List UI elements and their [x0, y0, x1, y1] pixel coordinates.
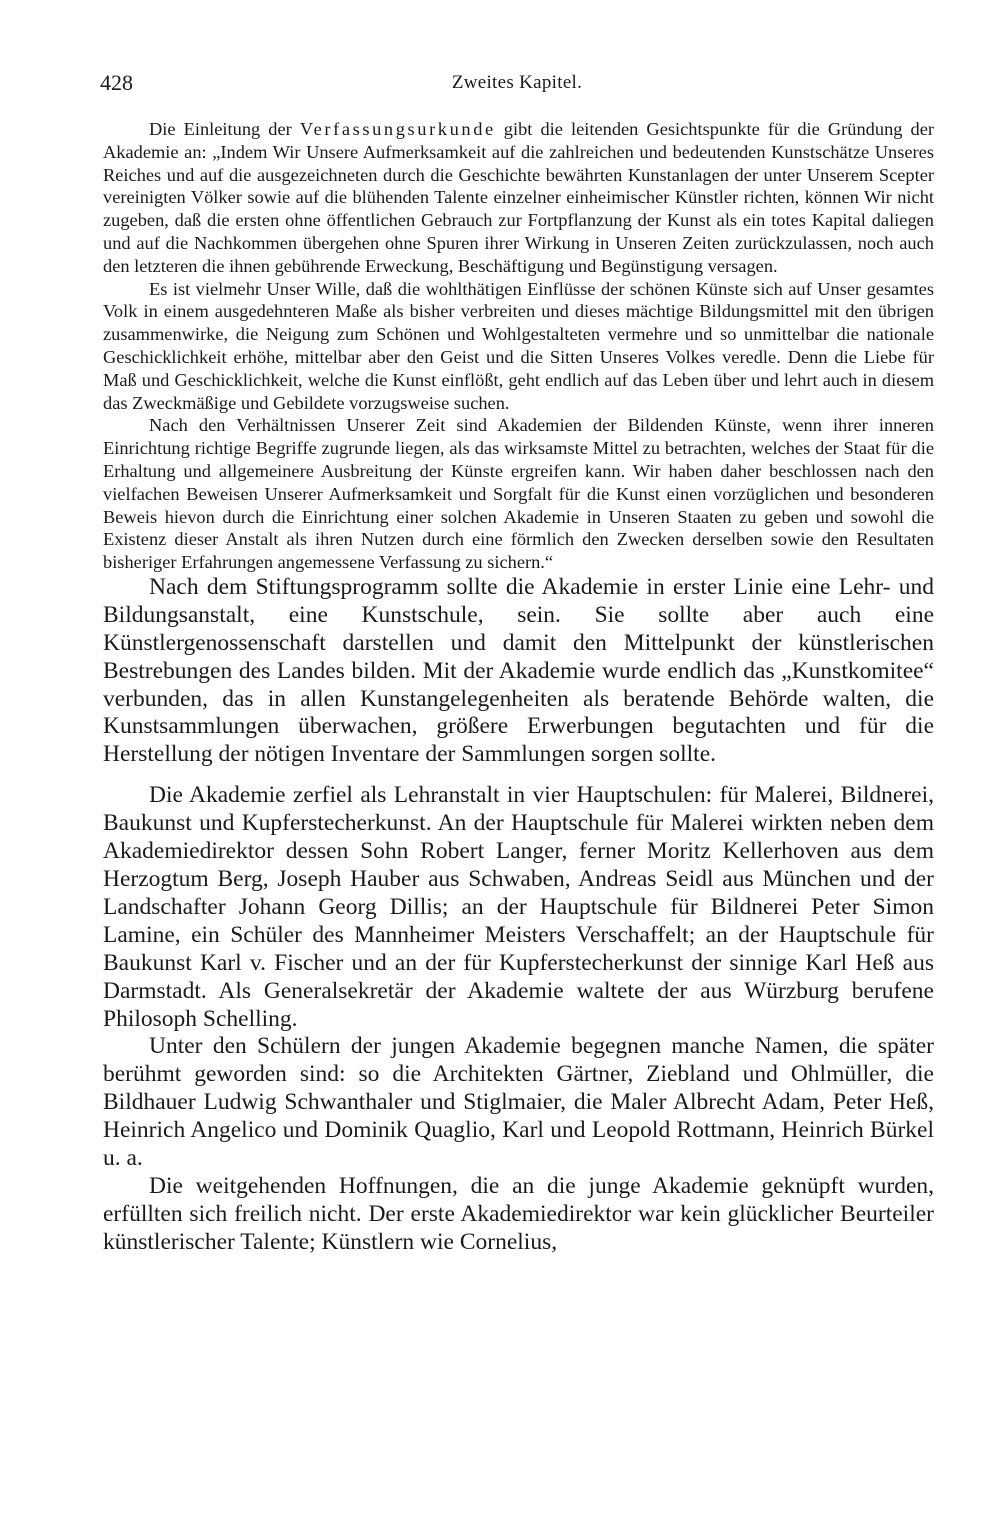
quote-text: gibt die leitenden Gesichtspunkte für die Gründung der Akademie an: „Indem Wir Unsere Aufmerksamkeit auf die zahlreichen und bedeutenden Kunstschätze Unseres Reiches und auf die ausgezeichneten durch die Geschichte bewährten Kunstanlagen der unter Unserem Scepter vereinigten Völker sowie auf die blühenden Talente einzelner einheimischer Künstler richten, können Wir nicht zugeben, daß die ersten ohne öffentlichen Gebrauch zur Fortpflanzung der Kunst als ein totes Kapital daliegen und auf die Nachkommen übergehen ohne Spuren ihrer Wirkung in Unseren Zeiten zurückzulassen, noch auch den letzteren die ihnen gebührende Erweckung, Beschäftigung und Begünstigung versagen. — [103, 119, 934, 276]
body-paragraph-3: Unter den Schülern der jungen Akademie begegnen manche Namen, die später berühmt geworden sind: so die Architekten Gärtner, Ziebland und Ohlmüller, die Bildhauer Ludwig Schwanthaler und Stiglmaier, die Maler Albrecht Adam, Peter Heß, Heinrich Angelico und Dominik Quaglio, Karl und Leopold Rottmann, Heinrich Bürkel u. a. — [103, 1033, 934, 1172]
page-body — [103, 118, 934, 1257]
page-number: 428 — [100, 70, 133, 95]
quote-paragraph-2: Es ist vielmehr Unser Wille, daß die wohlthätigen Einflüsse der schönen Künste sich auf Unser gesamtes Volk in einem ausgedehnteren Maße als bisher verbreiten und dieses mächtige Bildungsmittel mit den übrigen zusammenwirke, die Neigung zum Schönen und Wohlgestalteten vermehre und so unmittelbar die nationale Geschicklichkeit erhöhe, mittelbar aber den Geist und die Sitten Unseres Volkes veredle. Denn die Liebe für Maß und Geschicklichkeit, welche die Kunst einflößt, geht endlich auf das Leben über und lehrt auch in diesem das Zweckmäßige und Gebildete vorzugsweise suchen. — [103, 278, 934, 413]
quote-intro-text: Die Einleitung der — [149, 119, 300, 139]
body-paragraph-2: Die Akademie zerfiel als Lehranstalt in vier Hauptschulen: für Malerei, Bildnerei, Baukunst und Kupferstecherkunst. An der Hauptschule für Malerei wirkten neben dem Akademiedirektor dessen Sohn Robert Langer, ferner Moritz Kellerhoven aus dem Herzogtum Berg, Joseph Hauber aus Schwaben, Andreas Seidl aus München und der Landschafter Johann Georg Dillis; an der Hauptschule für Bildnerei Peter Simon Lamine, ein Schüler des Mannheimer Meisters Verschaffelt; an der Hauptschule für Baukunst Karl v. Fischer und an der für Kupferstecherkunst der sinnige Karl Heß aus Darmstadt. Als Generalsekretär der Akademie waltete der aus Würzburg berufene Philosoph Schelling. — [103, 782, 934, 1032]
quote-paragraph-1 — [103, 118, 934, 278]
quote-paragraph-3: Nach den Verhältnissen Unserer Zeit sind Akademien der Bildenden Künste, wenn ihrer inneren Einrichtung richtige Begriffe zugrunde liegen, als das wirksamste Mittel zu betrachten, welches der Staat für die Erhaltung und allgemeinere Ausbreitung der Künste ergreifen kann. Wir haben daher beschlossen nach den vielfachen Beweisen Unserer Aufmerksamkeit und Sorgfalt für die Kunst einen vorzüglichen und besonderen Beweis hievon durch die Einrichtung einer solchen Akademie in Unseren Staaten zu geben und sowohl die Existenz dieser Anstalt als ihren Nutzen durch eine förmlich den Zwecken derselben sowie den Resultaten bisheriger Erfahrungen angemessene Verfassung zu sichern.“ — [103, 415, 934, 573]
spaced-term: Verfassungsurkunde — [299, 119, 496, 139]
running-head — [100, 70, 934, 100]
body-paragraph-4: Die weitgehenden Hoffnungen, die an die junge Akademie geknüpft wurden, erfüllten sich freilich nicht. Der erste Akademiedirektor war kein glücklicher Beurteiler künstlerischer Talente; Künstlern wie Cornelius, — [103, 1172, 934, 1255]
body-paragraph-1: Nach dem Stiftungsprogramm sollte die Akademie in erster Linie eine Lehr- und Bildungsanstalt, eine Kunstschule, sein. Sie sollte aber auch eine Künstlergenossenschaft darstellen und damit den Mittelpunkt der künstlerischen Bestrebungen des Landes bilden. Mit der Akademie wurde endlich das „Kunstkomitee“ verbunden, das in allen Kunstangelegenheiten als beratende Behörde walten, die Kunstsammlungen überwachen, größere Erwerbungen begutachten und für die Herstellung der nötigen Inventare der Sammlungen sorgen sollte. — [103, 573, 934, 768]
chapter-title: Zweites Kapitel. — [451, 72, 583, 93]
